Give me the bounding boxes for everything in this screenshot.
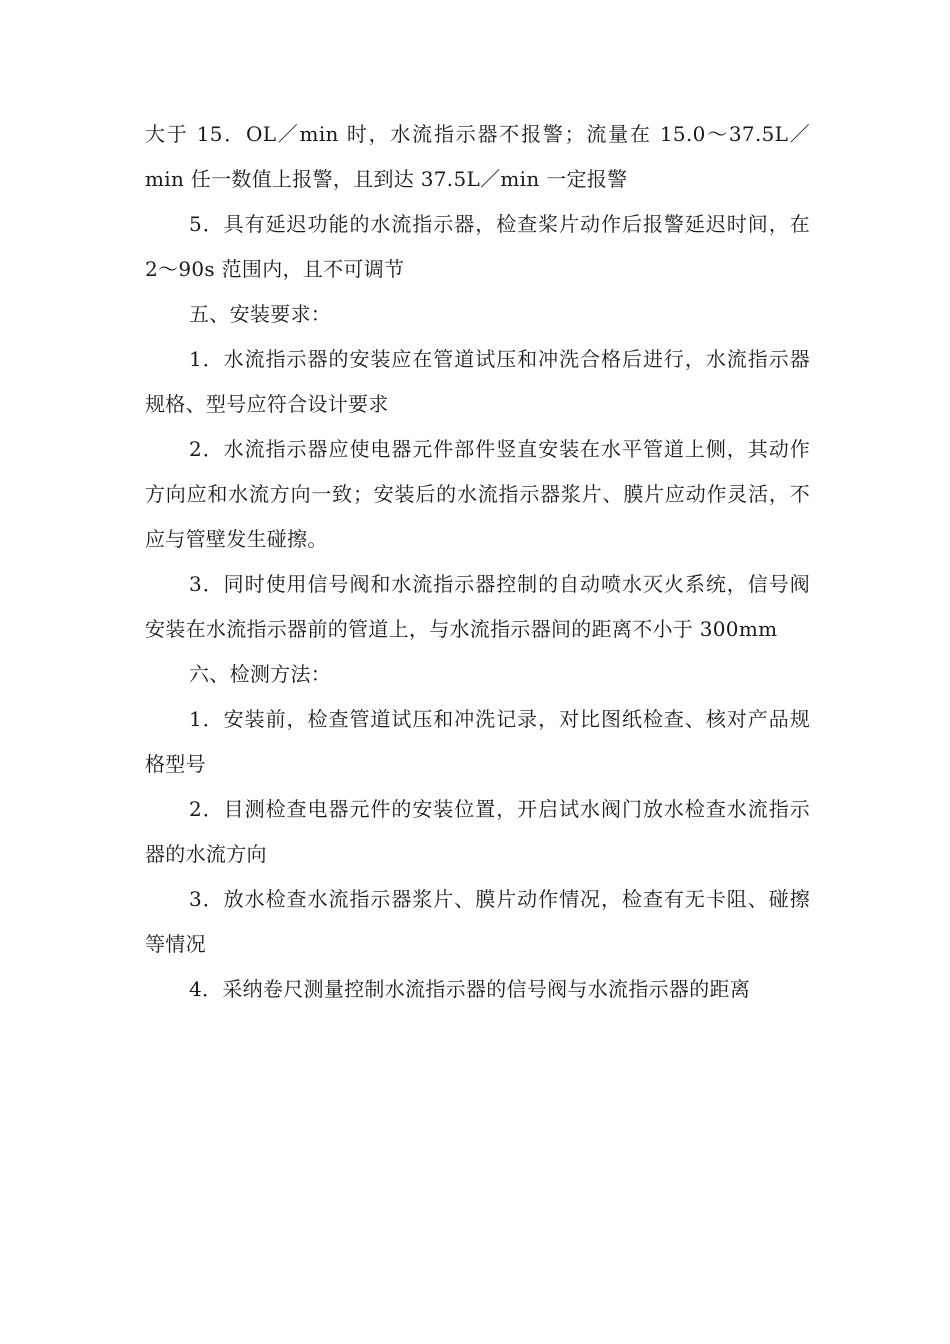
paragraph-install-2: 2．水流指示器应使电器元件部件竖直安装在水平管道上侧，其动作方向应和水流方向一致；安装后的水流指示器浆片、膜片应动作灵活，不应与管壁发生碰擦。 [145,437,810,551]
section-heading-testing: 六、检测方法： [189,662,332,686]
document-body [145,112,810,1012]
paragraph-test-3: 3．放水检查水流指示器浆片、膜片动作情况，检查有无卡阻、碰擦等情况 [145,887,810,956]
paragraph-delay-function: 5．具有延迟功能的水流指示器，检查桨片动作后报警延迟时间，在 2～90s 范围内，且不可调节 [145,212,810,281]
paragraph-flow-alarm-range: 大于 15．OL／min 时，水流指示器不报警；流量在 15.0～37.5L／min 任一数值上报警，且到达 37.5L／min 一定报警 [145,122,810,191]
paragraph-install-1: 1．水流指示器的安装应在管道试压和冲洗合格后进行，水流指示器规格、型号应符合设计要求 [145,347,810,416]
paragraph-test-1: 1．安装前，检查管道试压和冲洗记录，对比图纸检查、核对产品规格型号 [145,707,810,776]
section-heading-installation: 五、安装要求： [189,302,332,326]
paragraph-install-3: 3．同时使用信号阀和水流指示器控制的自动喷水灭火系统，信号阀安装在水流指示器前的管道上，与水流指示器间的距离不小于 300mm [145,572,810,641]
paragraph-test-4: 4．采纳卷尺测量控制水流指示器的信号阀与水流指示器的距离 [189,977,751,1001]
paragraph-test-2: 2．目测检查电器元件的安装位置，开启试水阀门放水检查水流指示器的水流方向 [145,797,810,866]
